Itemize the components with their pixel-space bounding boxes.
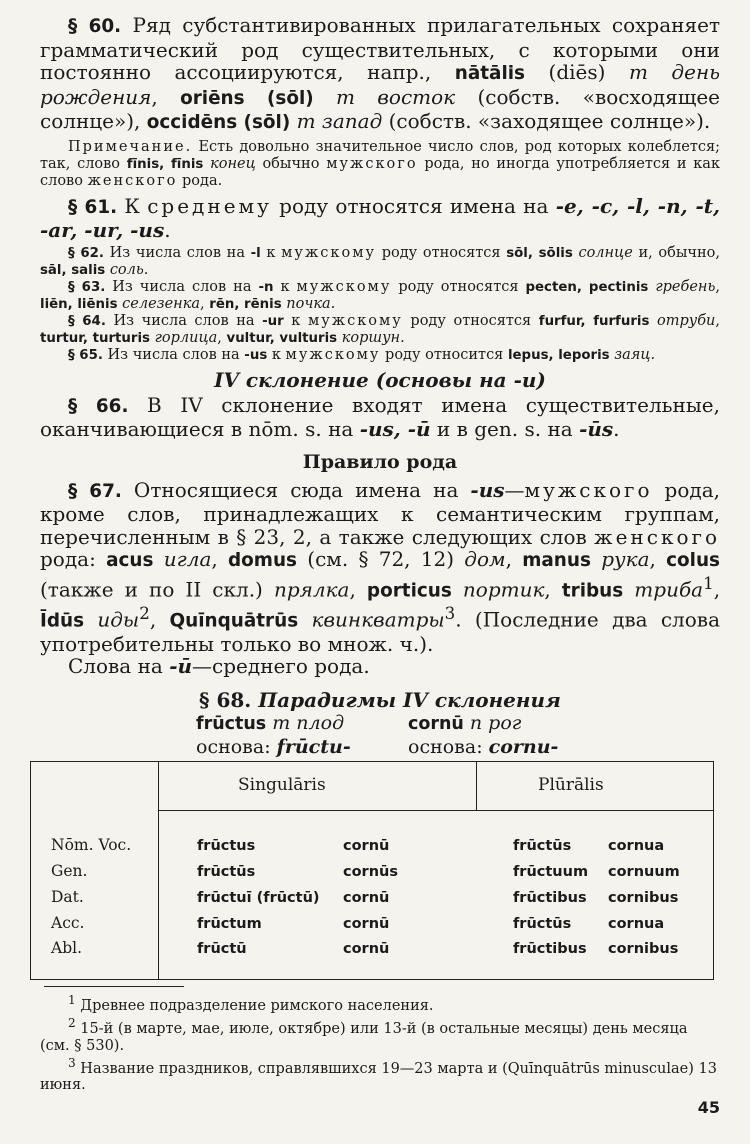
section-64: § 64. Из числа слов на -ur к мужскому роду относятся furfur, furfuris отруби, turtur, turturis горлица, vultur, vulturis коршун. xyxy=(40,312,721,346)
table-cell: cornua xyxy=(608,838,665,854)
table-cell: frūctūs xyxy=(197,864,256,880)
header-pluralis: Plūrālis xyxy=(538,775,604,795)
table-divider xyxy=(476,762,477,810)
case-label: Nōm. Voc. xyxy=(51,836,132,854)
section-66: § 66. В IV склонение входят имена существительные, оканчивающиеся в nōm. s. на -us, -ū и в gen. s. на -ūs. xyxy=(40,392,720,441)
table-cell: cornū xyxy=(343,838,390,854)
section-63: § 63. Из числа слов на -n к мужскому роду относятся pecten, pectinis гребень, liēn, liēnis селезенка, rēn, rēnis почка. xyxy=(40,278,720,312)
section-61: § 61. К среднему роду относятся имена на -e, -c, -l, -n, -t, -ar, -ur, -us. xyxy=(40,193,720,242)
header-singularis: Singulāris xyxy=(238,775,326,795)
page-number: 45 xyxy=(697,1098,720,1117)
footnote: $^3$ Название праздников, справлявшихся 19—23 марта и (Quīnquātrūs minusculae) 13 июня. xyxy=(40,1055,717,1094)
footnote: $^1$ Древнее подразделение римского населения. xyxy=(68,993,434,1014)
cornu-headword: cornū n рог основа: cornu- xyxy=(408,711,559,758)
table-cell: frūctum xyxy=(197,916,262,932)
heading-iv-declension: IV склонение (основы на -u) xyxy=(214,367,546,392)
table-cell: frūctuum xyxy=(513,864,589,880)
paradigm-headwords xyxy=(40,712,720,760)
table-cell: cornua xyxy=(608,916,665,932)
heading-gender-rule: Правило рода xyxy=(302,450,458,473)
paradigm-table xyxy=(30,761,714,980)
table-cell: frūctibus xyxy=(513,941,587,957)
case-label: Abl. xyxy=(51,939,82,957)
table-cell: frūctūs xyxy=(513,838,572,854)
table-cell: cornū xyxy=(343,890,390,906)
neuter-note: Слова на -ū—среднего рода. xyxy=(68,654,370,679)
case-label: Gen. xyxy=(51,862,88,880)
table-cell: cornū xyxy=(343,916,390,932)
case-label: Dat. xyxy=(51,888,84,906)
section-67: § 67. Относящиеся сюда имена на -us—мужского рода, кроме слов, принадлежащих к семантическим группам, перечисленным в § 23, 2, а также следующих слов женского рода: acus игла, domus (см. § 72, 12) дом, manus рука, colus (также и по II скл.) прялка, porticus портик, tribus триба$^1$, Īdūs иды$^2$, Quīnquātrūs квинкватры$^3$. (Последние два слова употребительны только во множ. ч.). xyxy=(40,477,721,656)
footnote-rule xyxy=(44,986,184,987)
table-cell: frūctibus xyxy=(513,890,587,906)
table-divider xyxy=(158,762,159,979)
table-cell: cornibus xyxy=(608,890,679,906)
table-cell: frūctus xyxy=(197,838,256,854)
page-body xyxy=(40,14,720,760)
case-label: Acc. xyxy=(51,914,85,932)
section-60: § 60. Ряд субстантивированных прилагательных сохраняет грамматический род существительных, с которыми они постоянно ассоциируются, напр., nātālis (diēs) m день рождения, oriēns (sōl) m восток (собств. «восходящее солнце»), occidēns (sōl) m запад (собств. «заходящее солнце»). xyxy=(40,13,721,133)
footnotes xyxy=(40,992,720,1094)
table-cell: frūctū xyxy=(197,941,247,957)
table-cell: cornūs xyxy=(343,864,398,880)
table-cell: cornū xyxy=(343,941,390,957)
fructus-headword: frūctus m плод основа: frūctu- xyxy=(196,711,351,758)
table-divider xyxy=(158,810,713,811)
table-cell: cornuum xyxy=(608,864,680,880)
table-cell: frūctūs xyxy=(513,916,572,932)
footnote: $^2$ 15-й (в марте, мае, июле, октябре) или 13-й (в остальные месяцы) день месяца (см. § 530). xyxy=(40,1015,688,1054)
section-62: § 62. Из числа слов на -l к мужскому роду относятся sōl, sōlis солнце и, обычно, sāl, salis соль. xyxy=(40,244,720,278)
table-cell: frūctuī (frūctū) xyxy=(197,890,320,906)
note-60: Примечание. Есть довольно значительное число слов, род которых колеблется; так, слово fīnis, fīnis конец обычно мужского рода, но иногда употребляется и как слово женского рода. xyxy=(40,138,721,189)
table-cell: cornibus xyxy=(608,941,679,957)
section-65: § 65. Из числа слов на -us к мужскому роду относится lepus, leporis заяц. xyxy=(68,346,656,363)
section-68-title: § 68. Парадигмы IV склонения xyxy=(199,687,561,712)
